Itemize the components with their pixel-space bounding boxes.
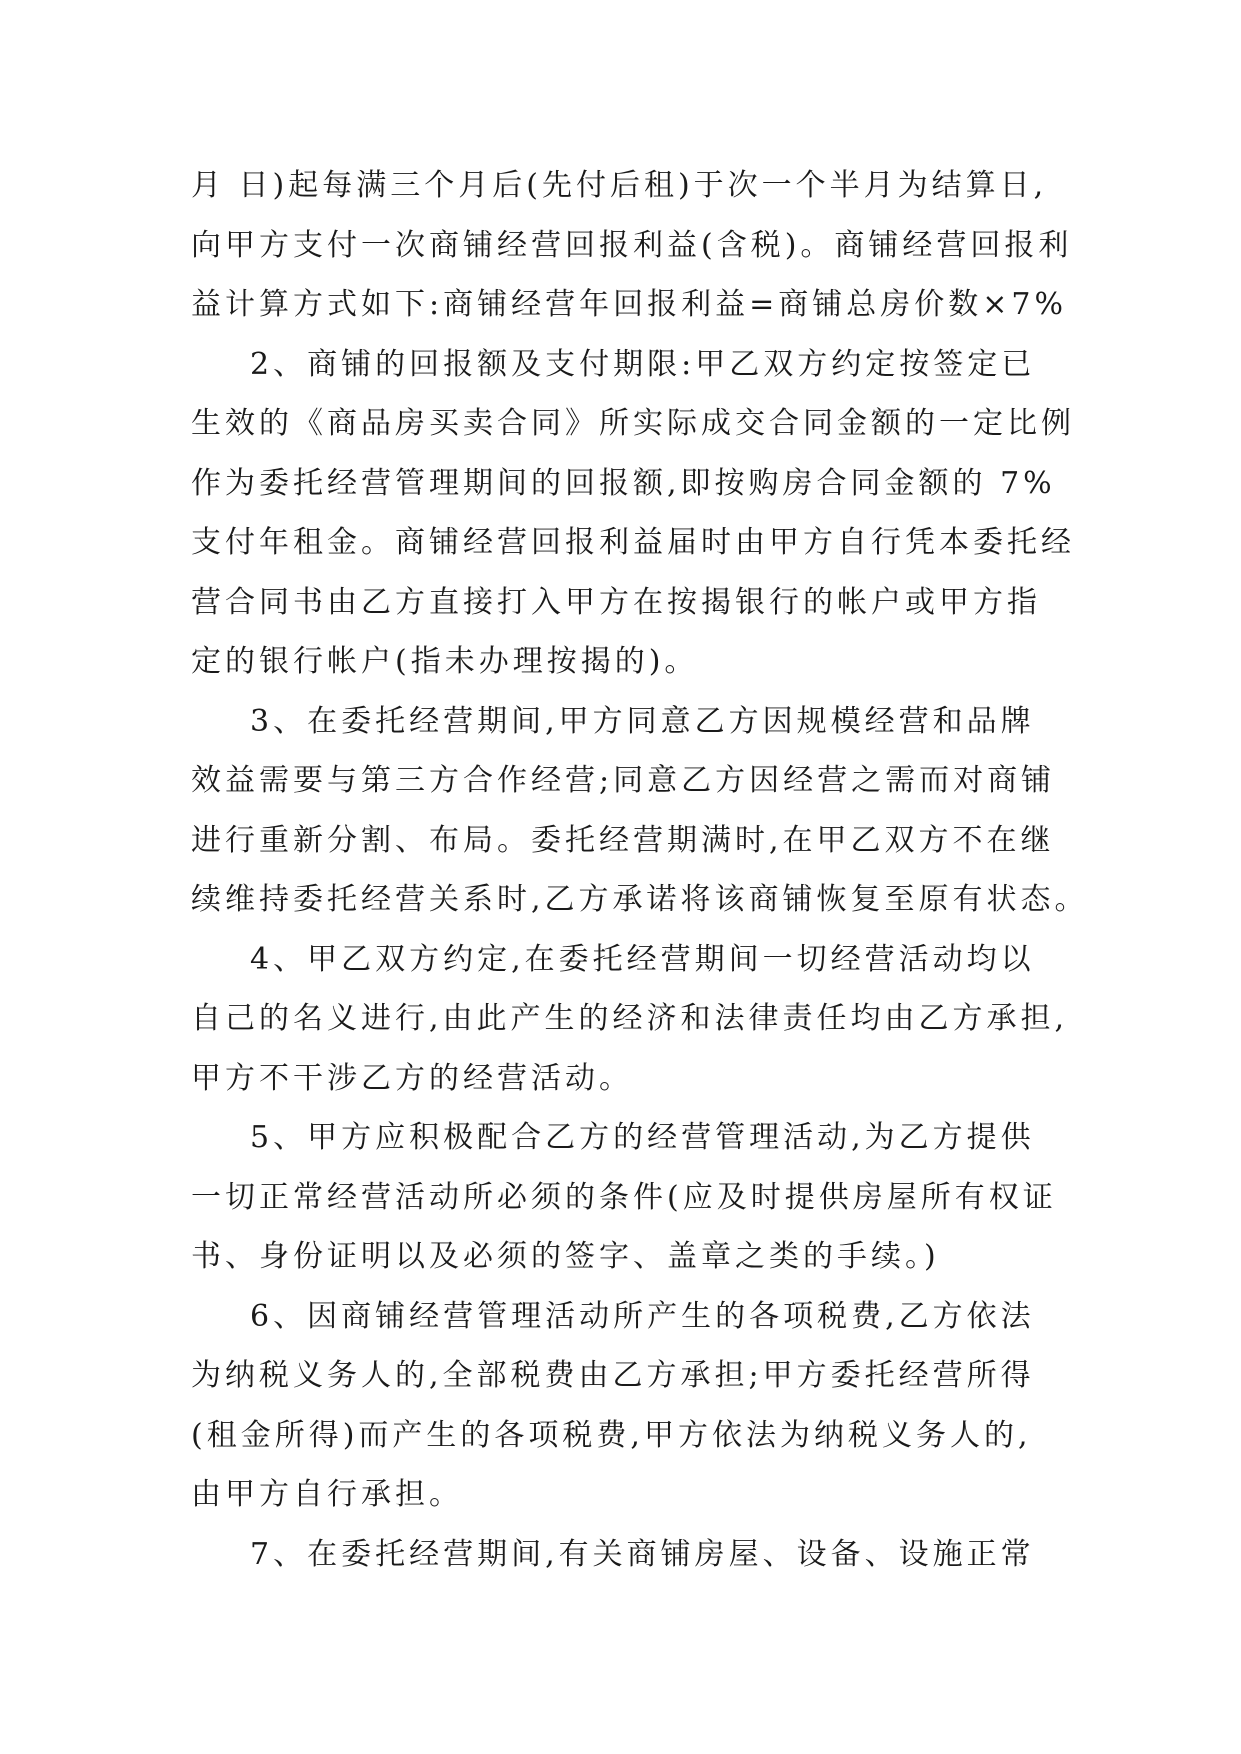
text-line: 一切正常经营活动所必须的条件(应及时提供房屋所有权证 (191, 1179, 1057, 1215)
text-line: 为纳税义务人的,全部税费由乙方承担;甲方委托经营所得 (191, 1358, 1035, 1393)
text-line: 营合同书由乙方直接打入甲方在按揭银行的帐户或甲方指 (191, 584, 1041, 620)
text-line: 由甲方自行承担。 (191, 1477, 463, 1512)
clause-2-start: 2、商铺的回报额及支付期限:甲乙双方约定按签定已 (250, 346, 1036, 382)
text-line: 作为委托经营管理期间的回报额,即按购房合同金额的 7% (191, 465, 1056, 501)
text-line: 自己的名义进行,由此产生的经济和法律责任均由乙方承担, (191, 1001, 1069, 1036)
text-line: 益计算方式如下:商铺经营年回报利益=商铺总房价数×7% (191, 287, 1067, 322)
text-line: (租金所得)而产生的各项税费,甲方依法为纳税义务人的, (191, 1417, 1032, 1453)
clause-6-start: 6、因商铺经营管理活动所产生的各项税费,乙方依法 (250, 1298, 1035, 1334)
text-line: 进行重新分割、布局。委托经营期满时,在甲乙双方不在继 (191, 822, 1055, 858)
clause-7-start: 7、在委托经营期间,有关商铺房屋、设备、设施正常 (250, 1536, 1035, 1572)
clause-3-start: 3、在委托经营期间,甲方同意乙方因规模经营和品牌 (250, 703, 1035, 739)
text-line: 书、身份证明以及必须的签字、盖章之类的手续。) (191, 1239, 940, 1274)
clause-4-start: 4、甲乙双方约定,在委托经营期间一切经营活动均以 (250, 941, 1035, 977)
text-line: 定的银行帐户(指未办理按揭的)。 (191, 644, 699, 679)
text-line: 月 日)起每满三个月后(先付后租)于次一个半月为结算日, (191, 168, 1048, 203)
contract-text (191, 156, 1089, 1584)
clause-5-start: 5、甲方应积极配合乙方的经营管理活动,为乙方提供 (250, 1120, 1035, 1155)
text-line: 甲方不干涉乙方的经营活动。 (191, 1060, 633, 1096)
text-line: 续维持委托经营关系时,乙方承诺将该商铺恢复至原有状态。 (191, 882, 1089, 917)
text-line: 支付年租金。商铺经营回报利益届时由甲方自行凭本委托经 (191, 525, 1075, 560)
text-line: 向甲方支付一次商铺经营回报利益(含税)。商铺经营回报利 (191, 227, 1073, 263)
text-line: 生效的《商品房买卖合同》所实际成交合同金额的一定比例 (191, 406, 1075, 441)
text-line: 效益需要与第三方合作经营;同意乙方因经营之需而对商铺 (191, 763, 1056, 798)
